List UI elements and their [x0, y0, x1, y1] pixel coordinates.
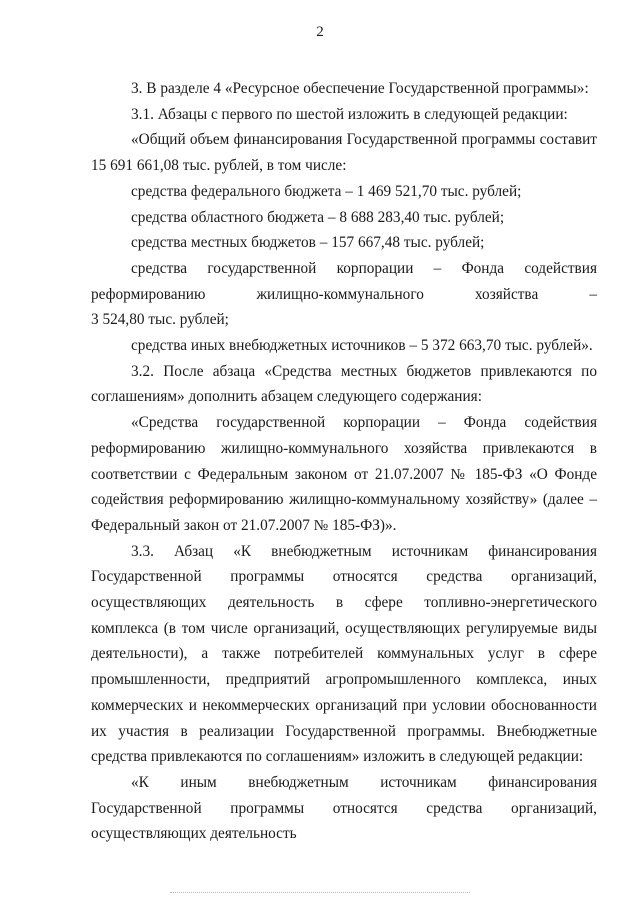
paragraph-section-4: 3. В разделе 4 «Ресурсное обеспечение Государственной программы»: — [131, 80, 589, 97]
page-number: 2 — [316, 24, 324, 40]
document-body — [91, 76, 597, 847]
paragraph-regional-budget: средства областного бюджета – 8 688 283,40 тыс. рублей; — [131, 208, 505, 226]
paragraph-local-budgets: средства местных бюджетов – 157 667,48 тыс. рублей; — [131, 234, 485, 252]
paragraph-fund-quote: «Средства государственной корпорации – Фонда содействия реформированию жилищно-коммунального хозяйства привлекаются в соответствии с Федеральным законом от 21.07.2007 № 185-ФЗ «О Фонде содействия реформированию жилищно-коммунальному хозяйству» (далее – Федеральный закон от 21.07.2007 № 185-ФЗ)». — [91, 414, 597, 534]
paragraph-3-1: 3.1. Абзацы с первого по шестой изложить в следующей редакции: — [131, 105, 568, 123]
paragraph-3-3: 3.3. Абзац «К внебюджетным источникам финансирования Государственной программы относятся средства организаций, осуществляющих деятельность в сфере топливно-энергетического комплекса (в том числе организаций, осуществляющих регулируемые виды деятельности), а также потребителей коммунальных услуг в сфере промышленности, предприятий агропромышленного комплекса, иных коммерческих и некоммерческих организаций при условии обоснованности их участия в реализации Государственной программы. Внебюджетные средства привлекаются по соглашениям» изложить в следующей редакции: — [91, 542, 597, 766]
scan-artifact-divider — [170, 892, 470, 895]
paragraph-3-2: 3.2. После абзаца «Средства местных бюджетов привлекаются по соглашениям» дополнить абзацем следующего содержания: — [91, 362, 597, 406]
paragraph-state-corporation-fund: средства государственной корпорации – Фонда содействия реформированию жилищно-коммунального хозяйства – — [91, 259, 597, 303]
paragraph-state-corporation-fund-amount: 3 524,80 тыс. рублей; — [91, 311, 229, 329]
paragraph-extrabudgetary-sources: средства иных внебюджетных источников – 5 372 663,70 тыс. рублей». — [131, 337, 593, 355]
paragraph-new-wording: «К иным внебюджетным источникам финансирования Государственной программы относятся средства организаций, осуществляющих деятельность — [91, 773, 597, 843]
paragraph-federal-budget: средства федерального бюджета – 1 469 521,70 тыс. рублей; — [131, 182, 522, 200]
paragraph-total-funding: «Общий объем финансирования Государственной программы составит 15 691 661,08 тыс. рублей, в том числе: — [91, 131, 597, 175]
